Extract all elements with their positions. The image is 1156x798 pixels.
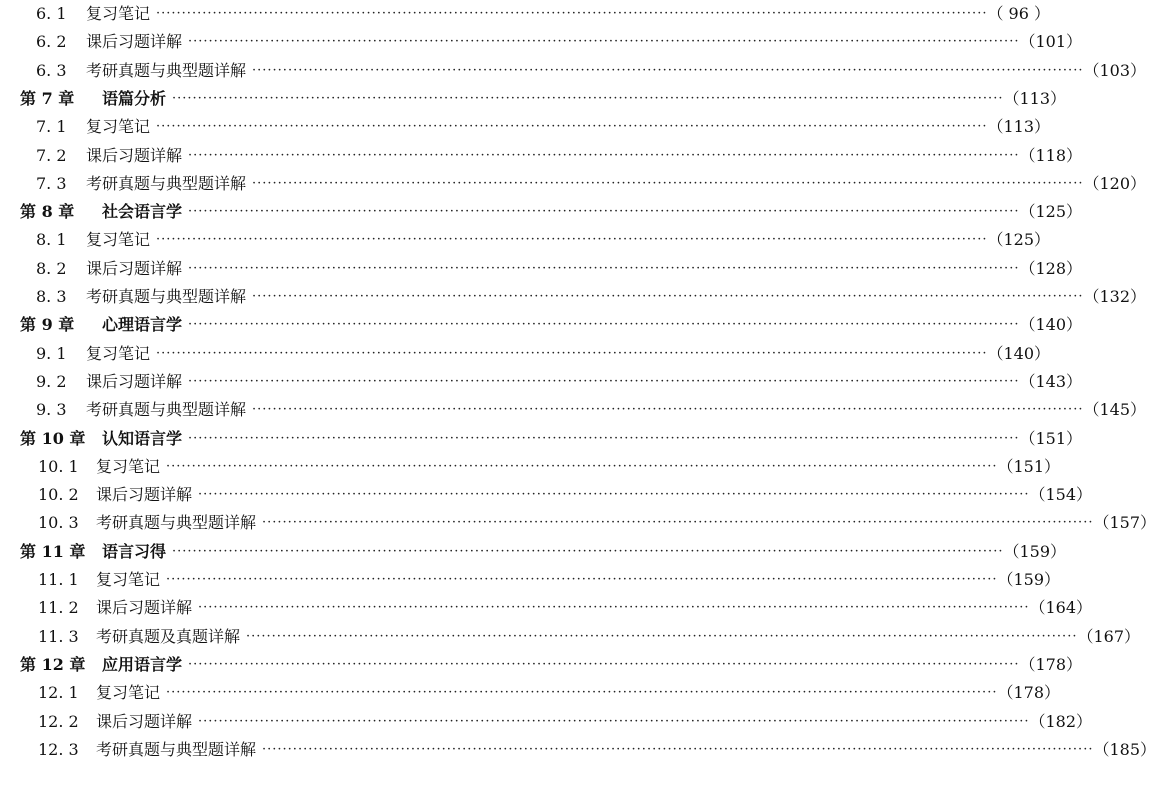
toc-chapter-row[interactable] <box>0 87 1066 111</box>
page-number: （154） <box>1029 485 1092 505</box>
toc-chapter-row[interactable] <box>0 200 1082 224</box>
chapter-title: 语篇分析 <box>102 88 167 108</box>
section-number: 9. 2 <box>36 371 67 391</box>
page-number: （125） <box>1019 202 1082 222</box>
section-title: 课后习题详解 <box>86 258 183 278</box>
toc-section-row[interactable] <box>0 144 1082 168</box>
section-number: 10. 3 <box>38 513 79 533</box>
page-number: （125） <box>987 230 1050 250</box>
dot-leader <box>246 625 1077 649</box>
section-title: 课后习题详解 <box>96 598 193 618</box>
toc-chapter-row[interactable] <box>0 540 1066 564</box>
toc-section-row[interactable] <box>0 342 1050 366</box>
section-title: 课后习题详解 <box>86 32 183 52</box>
chapter-number: 第 7 章 <box>20 88 75 108</box>
section-title: 复习笔记 <box>86 4 151 23</box>
section-number: 10. 1 <box>38 456 79 476</box>
section-number: 11. 3 <box>38 626 79 646</box>
chapter-title: 认知语言学 <box>102 428 183 448</box>
dot-leader <box>198 710 1029 734</box>
section-title: 考研真题与典型题详解 <box>86 287 247 306</box>
page-number: （145） <box>1083 400 1146 420</box>
toc-section-row[interactable] <box>0 115 1050 139</box>
toc-section-row[interactable] <box>0 681 1060 705</box>
section-title: 复习笔记 <box>86 117 151 137</box>
page-number: （113） <box>987 117 1050 137</box>
section-number: 12. 1 <box>38 683 79 703</box>
dot-leader <box>262 738 1093 762</box>
section-title: 复习笔记 <box>86 230 151 250</box>
page-number: （178） <box>997 683 1060 703</box>
toc-section-row[interactable] <box>0 370 1082 394</box>
page-number: （ 96 ） <box>987 4 1050 23</box>
section-title: 考研真题及真题详解 <box>96 626 241 646</box>
section-title: 考研真题与典型题详解 <box>86 400 247 420</box>
section-number: 9. 1 <box>36 343 67 363</box>
dot-leader <box>172 540 1003 564</box>
section-number: 7. 2 <box>36 145 67 165</box>
page-number: （167） <box>1077 626 1140 646</box>
dot-leader <box>252 285 1083 309</box>
dot-leader <box>198 483 1029 507</box>
toc-section-row[interactable] <box>0 511 1156 535</box>
section-number: 8. 2 <box>36 258 67 278</box>
page-number: （128） <box>1019 258 1082 278</box>
section-number: 6. 1 <box>36 4 67 23</box>
section-title: 课后习题详解 <box>96 485 193 505</box>
section-number: 12. 3 <box>38 739 79 759</box>
section-number: 11. 2 <box>38 598 79 618</box>
page-number: （120） <box>1083 173 1146 193</box>
toc-section-row[interactable] <box>0 596 1092 620</box>
toc-section-row[interactable] <box>0 455 1060 479</box>
chapter-number: 第 10 章 <box>20 428 86 448</box>
section-title: 课后习题详解 <box>86 371 183 391</box>
chapter-title: 应用语言学 <box>102 654 183 674</box>
dot-leader <box>156 228 987 252</box>
toc-section-row[interactable] <box>0 59 1146 83</box>
dot-leader <box>188 30 1019 54</box>
dot-leader <box>156 342 987 366</box>
page-number: （178） <box>1019 654 1082 674</box>
page-number: （164） <box>1029 598 1092 618</box>
dot-leader <box>172 87 1003 111</box>
chapter-number: 第 12 章 <box>20 654 86 674</box>
dot-leader <box>156 115 987 139</box>
section-title: 考研真题与典型题详解 <box>96 739 257 759</box>
page-number: （140） <box>1019 315 1082 335</box>
dot-leader <box>188 200 1019 224</box>
page-number: （140） <box>987 343 1050 363</box>
page-number: （157） <box>1093 513 1156 533</box>
dot-leader <box>188 313 1019 337</box>
dot-leader <box>188 370 1019 394</box>
section-number: 7. 1 <box>36 117 67 137</box>
section-number: 8. 1 <box>36 230 67 250</box>
toc-section-row[interactable] <box>0 483 1092 507</box>
toc-section-row[interactable] <box>0 710 1092 734</box>
section-number: 9. 3 <box>36 400 67 420</box>
chapter-title: 语言习得 <box>102 541 167 561</box>
page-number: （151） <box>1019 428 1082 448</box>
section-title: 复习笔记 <box>96 570 161 589</box>
section-title: 考研真题与典型题详解 <box>86 173 247 193</box>
toc-section-row[interactable] <box>0 2 1050 26</box>
section-number: 6. 3 <box>36 60 67 80</box>
chapter-number: 第 9 章 <box>20 315 75 335</box>
page-number: （143） <box>1019 371 1082 391</box>
page-number: （159） <box>1003 541 1066 561</box>
dot-leader <box>166 681 997 705</box>
page-number: （182） <box>1029 711 1092 731</box>
page-number: （132） <box>1083 287 1146 306</box>
dot-leader <box>262 511 1093 535</box>
toc-section-row[interactable] <box>0 738 1156 762</box>
dot-leader <box>252 59 1083 83</box>
dot-leader <box>252 172 1083 196</box>
toc-section-row[interactable] <box>0 285 1146 309</box>
chapter-title: 社会语言学 <box>102 202 183 222</box>
chapter-title: 心理语言学 <box>102 315 183 335</box>
toc-section-row[interactable] <box>0 257 1082 281</box>
dot-leader <box>188 257 1019 281</box>
page-number: （151） <box>997 456 1060 476</box>
page-number: （118） <box>1019 145 1082 165</box>
toc-chapter-row[interactable] <box>0 313 1082 337</box>
section-number: 7. 3 <box>36 173 67 193</box>
dot-leader <box>166 455 997 479</box>
section-number: 12. 2 <box>38 711 79 731</box>
toc-section-row[interactable] <box>0 172 1146 196</box>
section-number: 8. 3 <box>36 287 67 306</box>
toc-chapter-row[interactable] <box>0 427 1082 451</box>
page-number: （101） <box>1019 32 1082 52</box>
dot-leader <box>156 2 987 26</box>
section-number: 10. 2 <box>38 485 79 505</box>
section-title: 复习笔记 <box>96 456 161 476</box>
toc-section-row[interactable] <box>0 568 1060 592</box>
dot-leader <box>188 144 1019 168</box>
toc-section-row[interactable] <box>0 228 1050 252</box>
page-number: （185） <box>1093 739 1156 759</box>
dot-leader <box>166 568 997 592</box>
section-title: 考研真题与典型题详解 <box>86 60 247 80</box>
toc-section-row[interactable] <box>0 398 1146 422</box>
dot-leader <box>198 596 1029 620</box>
chapter-number: 第 8 章 <box>20 202 75 222</box>
page-number: （159） <box>997 570 1060 589</box>
dot-leader <box>188 427 1019 451</box>
toc-chapter-row[interactable] <box>0 653 1082 677</box>
section-number: 6. 2 <box>36 32 67 52</box>
section-title: 复习笔记 <box>86 343 151 363</box>
section-title: 考研真题与典型题详解 <box>96 513 257 533</box>
dot-leader <box>188 653 1019 677</box>
page-number: （103） <box>1083 60 1146 80</box>
page-number: （113） <box>1003 88 1066 108</box>
section-title: 课后习题详解 <box>86 145 183 165</box>
section-number: 11. 1 <box>38 570 79 589</box>
toc-section-row[interactable] <box>0 625 1140 649</box>
section-title: 复习笔记 <box>96 683 161 703</box>
chapter-number: 第 11 章 <box>20 541 86 561</box>
toc-section-row[interactable] <box>0 30 1082 54</box>
section-title: 课后习题详解 <box>96 711 193 731</box>
dot-leader <box>252 398 1083 422</box>
